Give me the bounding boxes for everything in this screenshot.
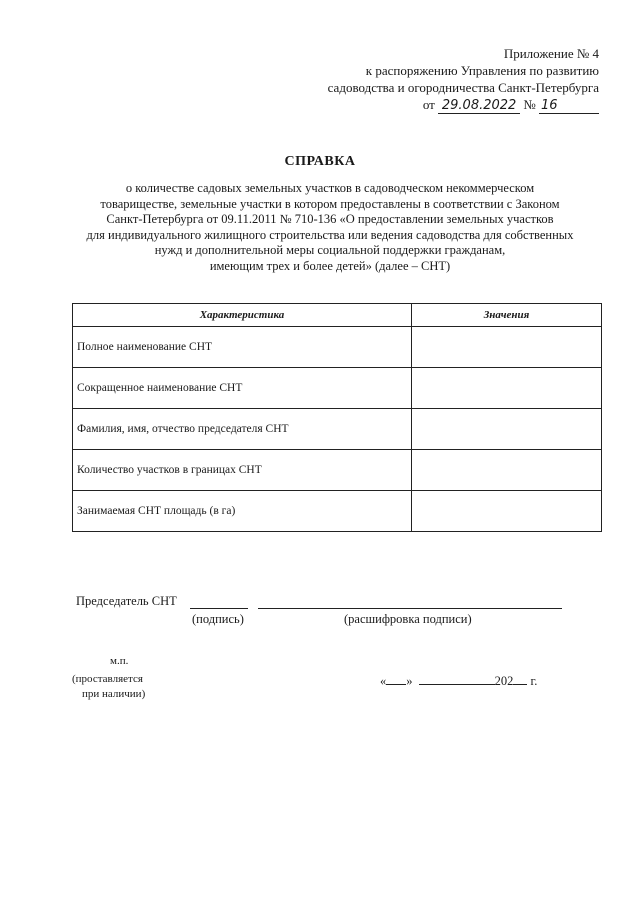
row-value-cell[interactable] — [412, 491, 602, 532]
chairman-label: Председатель СНТ — [76, 594, 177, 608]
day-blank[interactable] — [386, 684, 406, 685]
subtitle-line: Санкт-Петербурга от 09.11.2011 № 710-136 «О предоставлении земельных участков — [106, 212, 554, 227]
document-subtitle — [70, 181, 590, 275]
subtitle-line: товариществе, земельные участки в котором предоставлены в соответствии с Законом — [100, 196, 560, 211]
order-date-handwritten: 29.08.2022 — [438, 99, 520, 114]
order-number-handwritten: 16 — [539, 99, 599, 114]
stamp-note: (проставляется — [72, 673, 143, 685]
table-row — [73, 368, 602, 409]
row-label: Занимаемая СНТ площадь (в га) — [73, 491, 412, 532]
year-blank[interactable] — [513, 684, 527, 685]
date-prefix: от — [422, 97, 435, 112]
table-row — [73, 327, 602, 368]
table-row — [73, 491, 602, 532]
row-value-cell[interactable] — [412, 327, 602, 368]
header-values: Значения — [412, 304, 602, 327]
subtitle-line: для индивидуального жилищного строительства или ведения садоводства для собственных — [86, 227, 574, 242]
month-blank[interactable] — [419, 684, 495, 685]
year-prefix: 202 — [494, 674, 514, 688]
row-value-cell[interactable] — [412, 368, 602, 409]
table-row — [73, 409, 602, 450]
subtitle-line: о количестве садовых земельных участков в садоводческом некоммерческом — [125, 181, 535, 195]
header-characteristic: Характеристика — [73, 304, 412, 327]
subtitle-line: нужд и дополнительной меры социальной поддержки гражданам, — [154, 243, 506, 258]
signature-caption: (подпись) — [192, 612, 244, 626]
row-label: Полное наименование СНТ — [73, 327, 412, 368]
table-header-row — [73, 304, 602, 327]
appendix-header — [279, 45, 599, 114]
table-row — [73, 450, 602, 491]
date-field — [380, 674, 537, 689]
subtitle-line: имеющим трех и более детей» (далее – СНТ) — [209, 258, 451, 273]
row-value-cell[interactable] — [412, 409, 602, 450]
row-label: Количество участков в границах СНТ — [73, 450, 412, 491]
signature-decode-caption: (расшифровка подписи) — [344, 612, 472, 626]
date-close-quote: » — [406, 674, 413, 688]
stamp-label: м.п. — [110, 655, 129, 667]
order-date-line — [279, 96, 599, 114]
stamp-note: при наличии) — [82, 688, 146, 700]
appendix-number: Приложение № 4 — [503, 46, 599, 61]
row-value-cell[interactable] — [412, 450, 602, 491]
order-reference: к распоряжению Управления по развитию — [365, 63, 599, 78]
year-suffix: г. — [530, 674, 538, 688]
signature-line[interactable] — [190, 608, 248, 609]
row-label: Фамилия, имя, отчество председателя СНТ — [73, 409, 412, 450]
document-title: СПРАВКА — [284, 154, 356, 169]
department-name: садоводства и огородничества Санкт-Петербурга — [327, 80, 599, 95]
signature-decode-line[interactable] — [258, 608, 562, 609]
date-open-quote: « — [380, 674, 387, 688]
number-prefix: № — [523, 97, 536, 112]
characteristics-table — [72, 303, 602, 532]
row-label: Сокращенное наименование СНТ — [73, 368, 412, 409]
